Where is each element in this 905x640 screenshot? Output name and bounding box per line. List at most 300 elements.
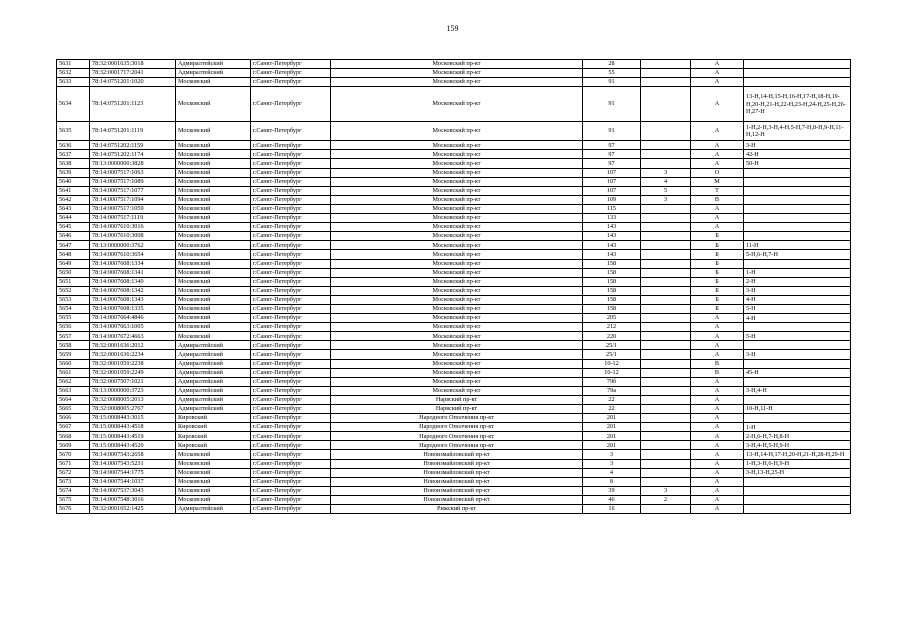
table-row xyxy=(57,87,851,122)
city-cell: г.Санкт-Петербург xyxy=(251,304,331,313)
letter-cell: В xyxy=(691,359,744,368)
premises-cell xyxy=(744,223,851,232)
table-row xyxy=(57,286,851,295)
house-cell: 91 xyxy=(583,87,641,122)
district-cell: Московский xyxy=(176,141,251,150)
property-table xyxy=(56,59,851,514)
building-cell xyxy=(641,60,691,69)
street-cell: Московский пр-кт xyxy=(331,87,583,122)
house-cell: 3 xyxy=(583,450,641,459)
cadastral-number-cell: 78:14:0007608:1343 xyxy=(90,295,176,304)
building-cell xyxy=(641,459,691,468)
building-cell: 5 xyxy=(641,186,691,195)
cadastral-number-cell: 78:14:0007672:4663 xyxy=(90,332,176,341)
city-cell: г.Санкт-Петербург xyxy=(251,232,331,241)
premises-cell xyxy=(744,259,851,268)
house-cell: 107 xyxy=(583,177,641,186)
table-row xyxy=(57,186,851,195)
row-number-cell: 5639 xyxy=(57,168,90,177)
building-cell xyxy=(641,441,691,450)
table-row xyxy=(57,78,851,87)
city-cell: г.Санкт-Петербург xyxy=(251,432,331,441)
premises-cell: 1-Н,2-Н,3-Н,4-Н,5-Н,7-Н,8-Н,9-Н,11-Н,12-Н xyxy=(744,122,851,141)
house-cell: 55 xyxy=(583,69,641,78)
premises-cell: 2-Н,6-Н,7-Н,8-Н xyxy=(744,432,851,441)
cadastral-number-cell: 78:14:0007663:1005 xyxy=(90,323,176,332)
letter-cell: А xyxy=(691,395,744,404)
house-cell: 91 xyxy=(583,122,641,141)
street-cell: Московский пр-кт xyxy=(331,323,583,332)
table-row xyxy=(57,468,851,477)
city-cell: г.Санкт-Петербург xyxy=(251,286,331,295)
premises-cell: 3-Н,4-Н xyxy=(744,386,851,395)
row-number-cell: 5646 xyxy=(57,232,90,241)
table-row xyxy=(57,204,851,213)
building-cell xyxy=(641,423,691,432)
row-number-cell: 5632 xyxy=(57,69,90,78)
table-row xyxy=(57,159,851,168)
city-cell: г.Санкт-Петербург xyxy=(251,486,331,495)
premises-cell xyxy=(744,232,851,241)
row-number-cell: 5669 xyxy=(57,441,90,450)
table-row xyxy=(57,241,851,250)
city-cell: г.Санкт-Петербург xyxy=(251,441,331,450)
street-cell: Новоизмайловский пр-кт xyxy=(331,486,583,495)
table-row xyxy=(57,195,851,204)
premises-cell xyxy=(744,78,851,87)
cadastral-number-cell: 78:14:0007517:1119 xyxy=(90,214,176,223)
cadastral-number-cell: 78:32:0001636:2234 xyxy=(90,350,176,359)
street-cell: Московский пр-кт xyxy=(331,168,583,177)
row-number-cell: 5634 xyxy=(57,87,90,122)
building-cell xyxy=(641,350,691,359)
table-row xyxy=(57,405,851,414)
city-cell: г.Санкт-Петербург xyxy=(251,386,331,395)
house-cell: 39 xyxy=(583,486,641,495)
street-cell: Новоизмайловский пр-кт xyxy=(331,450,583,459)
district-cell: Кировский xyxy=(176,414,251,423)
city-cell: г.Санкт-Петербург xyxy=(251,468,331,477)
street-cell: Московский пр-кт xyxy=(331,332,583,341)
city-cell: г.Санкт-Петербург xyxy=(251,405,331,414)
street-cell: Народного Ополчения пр-кт xyxy=(331,441,583,450)
letter-cell: Б xyxy=(691,232,744,241)
table-row xyxy=(57,232,851,241)
table-row xyxy=(57,60,851,69)
city-cell: г.Санкт-Петербург xyxy=(251,78,331,87)
premises-cell: 5-Н xyxy=(744,304,851,313)
building-cell xyxy=(641,377,691,386)
table-row xyxy=(57,386,851,395)
premises-cell xyxy=(744,414,851,423)
letter-cell: Б xyxy=(691,268,744,277)
building-cell xyxy=(641,323,691,332)
premises-cell: 13-Н,14-Н,17-Н,20-Н,21-Н,28-Н,29-Н xyxy=(744,450,851,459)
letter-cell: А xyxy=(691,122,744,141)
letter-cell: А xyxy=(691,432,744,441)
district-cell: Кировский xyxy=(176,423,251,432)
building-cell: 4 xyxy=(641,177,691,186)
cadastral-number-cell: 78:14:0007608:1342 xyxy=(90,286,176,295)
building-cell xyxy=(641,386,691,395)
premises-cell xyxy=(744,204,851,213)
cadastral-number-cell: 78:14:0751201:1123 xyxy=(90,87,176,122)
street-cell: Московский пр-кт xyxy=(331,223,583,232)
house-cell: 10-12 xyxy=(583,368,641,377)
cadastral-number-cell: 78:14:0007537:3043 xyxy=(90,486,176,495)
street-cell: Московский пр-кт xyxy=(331,177,583,186)
row-number-cell: 5676 xyxy=(57,505,90,514)
street-cell: Московский пр-кт xyxy=(331,241,583,250)
street-cell: Московский пр-кт xyxy=(331,268,583,277)
city-cell: г.Санкт-Петербург xyxy=(251,377,331,386)
street-cell: Новоизмайловский пр-кт xyxy=(331,459,583,468)
row-number-cell: 5652 xyxy=(57,286,90,295)
district-cell: Адмиралтейский xyxy=(176,395,251,404)
cadastral-number-cell: 78:14:0007608:1335 xyxy=(90,304,176,313)
cadastral-number-cell: 78:14:0007608:1334 xyxy=(90,259,176,268)
cadastral-number-cell: 78:14:0007517:1077 xyxy=(90,186,176,195)
street-cell: Московский пр-кт xyxy=(331,141,583,150)
building-cell xyxy=(641,259,691,268)
cadastral-number-cell: 78:14:0007608:1340 xyxy=(90,277,176,286)
street-cell: Московский пр-кт xyxy=(331,359,583,368)
letter-cell: А xyxy=(691,314,744,323)
building-cell xyxy=(641,432,691,441)
city-cell: г.Санкт-Петербург xyxy=(251,368,331,377)
district-cell: Московский xyxy=(176,159,251,168)
city-cell: г.Санкт-Петербург xyxy=(251,414,331,423)
row-number-cell: 5664 xyxy=(57,395,90,404)
premises-cell: 3-Н,13-Н,25-Н xyxy=(744,468,851,477)
premises-cell xyxy=(744,195,851,204)
district-cell: Адмиралтейский xyxy=(176,368,251,377)
row-number-cell: 5674 xyxy=(57,486,90,495)
building-cell xyxy=(641,314,691,323)
house-cell: 10-12 xyxy=(583,359,641,368)
letter-cell: А xyxy=(691,486,744,495)
cadastral-number-cell: 78:14:0007664:4846 xyxy=(90,314,176,323)
letter-cell: Б xyxy=(691,241,744,250)
row-number-cell: 5651 xyxy=(57,277,90,286)
row-number-cell: 5658 xyxy=(57,341,90,350)
letter-cell: А xyxy=(691,332,744,341)
table-row xyxy=(57,450,851,459)
letter-cell: А xyxy=(691,459,744,468)
city-cell: г.Санкт-Петербург xyxy=(251,186,331,195)
cadastral-number-cell: 78:14:0751201:1020 xyxy=(90,78,176,87)
house-cell: 28 xyxy=(583,60,641,69)
letter-cell: А xyxy=(691,505,744,514)
premises-cell: 5-Н xyxy=(744,332,851,341)
cadastral-number-cell: 78:32:0008005:2767 xyxy=(90,405,176,414)
table-row xyxy=(57,141,851,150)
house-cell: 133 xyxy=(583,214,641,223)
premises-cell: 2-Н xyxy=(744,277,851,286)
row-number-cell: 5644 xyxy=(57,214,90,223)
street-cell: Московский пр-кт xyxy=(331,259,583,268)
table-row xyxy=(57,505,851,514)
row-number-cell: 5661 xyxy=(57,368,90,377)
row-number-cell: 5666 xyxy=(57,414,90,423)
letter-cell: А xyxy=(691,69,744,78)
house-cell: 25/1 xyxy=(583,350,641,359)
street-cell: Московский пр-кт xyxy=(331,304,583,313)
district-cell: Московский xyxy=(176,186,251,195)
district-cell: Московский xyxy=(176,468,251,477)
cadastral-number-cell: 78:32:0001636:2012 xyxy=(90,341,176,350)
row-number-cell: 5645 xyxy=(57,223,90,232)
house-cell: 201 xyxy=(583,441,641,450)
table-row xyxy=(57,332,851,341)
district-cell: Московский xyxy=(176,477,251,486)
house-cell: 91 xyxy=(583,78,641,87)
row-number-cell: 5653 xyxy=(57,295,90,304)
row-number-cell: 5663 xyxy=(57,386,90,395)
premises-cell: 3-Н xyxy=(744,141,851,150)
house-cell: 4 xyxy=(583,468,641,477)
house-cell: 97 xyxy=(583,141,641,150)
district-cell: Кировский xyxy=(176,432,251,441)
row-number-cell: 5659 xyxy=(57,350,90,359)
district-cell: Адмиралтейский xyxy=(176,386,251,395)
premises-cell xyxy=(744,168,851,177)
street-cell: Московский пр-кт xyxy=(331,186,583,195)
letter-cell: А xyxy=(691,377,744,386)
building-cell xyxy=(641,295,691,304)
cadastral-number-cell: 78:15:0008443:4520 xyxy=(90,441,176,450)
premises-cell xyxy=(744,69,851,78)
house-cell: 97 xyxy=(583,150,641,159)
building-cell xyxy=(641,405,691,414)
table-row xyxy=(57,359,851,368)
cadastral-number-cell: 78:14:0007543:5231 xyxy=(90,459,176,468)
street-cell: Рижский пр-кт xyxy=(331,505,583,514)
city-cell: г.Санкт-Петербург xyxy=(251,395,331,404)
building-cell xyxy=(641,359,691,368)
house-cell: 158 xyxy=(583,295,641,304)
table-row xyxy=(57,277,851,286)
city-cell: г.Санкт-Петербург xyxy=(251,250,331,259)
city-cell: г.Санкт-Петербург xyxy=(251,195,331,204)
premises-cell xyxy=(744,505,851,514)
cadastral-number-cell: 78:14:0751201:1119 xyxy=(90,122,176,141)
row-number-cell: 5662 xyxy=(57,377,90,386)
street-cell: Московский пр-кт xyxy=(331,277,583,286)
letter-cell: А xyxy=(691,441,744,450)
letter-cell: Б xyxy=(691,250,744,259)
house-cell: 16 xyxy=(583,505,641,514)
house-cell: 3 xyxy=(583,459,641,468)
table-row xyxy=(57,250,851,259)
city-cell: г.Санкт-Петербург xyxy=(251,477,331,486)
letter-cell: Б xyxy=(691,286,744,295)
city-cell: г.Санкт-Петербург xyxy=(251,314,331,323)
city-cell: г.Санкт-Петербург xyxy=(251,141,331,150)
row-number-cell: 5648 xyxy=(57,250,90,259)
street-cell: Московский пр-кт xyxy=(331,350,583,359)
row-number-cell: 5650 xyxy=(57,268,90,277)
premises-cell: 10-Н,11-Н xyxy=(744,405,851,414)
building-cell: 3 xyxy=(641,486,691,495)
building-cell xyxy=(641,232,691,241)
cadastral-number-cell: 78:14:0007517:1089 xyxy=(90,177,176,186)
city-cell: г.Санкт-Петербург xyxy=(251,323,331,332)
row-number-cell: 5637 xyxy=(57,150,90,159)
street-cell: Московский пр-кт xyxy=(331,314,583,323)
building-cell xyxy=(641,204,691,213)
city-cell: г.Санкт-Петербург xyxy=(251,168,331,177)
premises-cell: 1-Н,3-Н,6-Н,9-Н xyxy=(744,459,851,468)
street-cell: Московский пр-кт xyxy=(331,60,583,69)
table-row xyxy=(57,368,851,377)
premises-cell xyxy=(744,177,851,186)
district-cell: Московский xyxy=(176,122,251,141)
cadastral-number-cell: 78:32:0001635:3018 xyxy=(90,60,176,69)
row-number-cell: 5636 xyxy=(57,141,90,150)
street-cell: Московский пр-кт xyxy=(331,386,583,395)
building-cell: 3 xyxy=(641,168,691,177)
city-cell: г.Санкт-Петербург xyxy=(251,69,331,78)
city-cell: г.Санкт-Петербург xyxy=(251,277,331,286)
table-row xyxy=(57,423,851,432)
building-cell xyxy=(641,468,691,477)
district-cell: Московский xyxy=(176,495,251,504)
premises-cell xyxy=(744,60,851,69)
city-cell: г.Санкт-Петербург xyxy=(251,459,331,468)
house-cell: 201 xyxy=(583,423,641,432)
table-row xyxy=(57,122,851,141)
street-cell: Народного Ополчения пр-кт xyxy=(331,414,583,423)
house-cell: 143 xyxy=(583,241,641,250)
table-row xyxy=(57,350,851,359)
city-cell: г.Санкт-Петербург xyxy=(251,359,331,368)
letter-cell: А xyxy=(691,159,744,168)
house-cell: 212 xyxy=(583,323,641,332)
letter-cell: А xyxy=(691,405,744,414)
table-row xyxy=(57,214,851,223)
city-cell: г.Санкт-Петербург xyxy=(251,204,331,213)
city-cell: г.Санкт-Петербург xyxy=(251,159,331,168)
building-cell xyxy=(641,241,691,250)
cadastral-number-cell: 78:14:0007517:1094 xyxy=(90,195,176,204)
district-cell: Московский xyxy=(176,268,251,277)
district-cell: Московский xyxy=(176,450,251,459)
row-number-cell: 5671 xyxy=(57,459,90,468)
street-cell: Московский пр-кт xyxy=(331,250,583,259)
premises-cell: 42-Н xyxy=(744,150,851,159)
district-cell: Московский xyxy=(176,286,251,295)
district-cell: Московский xyxy=(176,78,251,87)
premises-cell xyxy=(744,395,851,404)
row-number-cell: 5633 xyxy=(57,78,90,87)
district-cell: Адмиралтейский xyxy=(176,359,251,368)
city-cell: г.Санкт-Петербург xyxy=(251,87,331,122)
district-cell: Адмиралтейский xyxy=(176,377,251,386)
building-cell xyxy=(641,395,691,404)
row-number-cell: 5656 xyxy=(57,323,90,332)
table-row xyxy=(57,495,851,504)
house-cell: 46 xyxy=(583,495,641,504)
street-cell: Московский пр-кт xyxy=(331,286,583,295)
house-cell: 205 xyxy=(583,314,641,323)
district-cell: Адмиралтейский xyxy=(176,505,251,514)
street-cell: Московский пр-кт xyxy=(331,78,583,87)
row-number-cell: 5665 xyxy=(57,405,90,414)
district-cell: Московский xyxy=(176,323,251,332)
street-cell: Московский пр-кт xyxy=(331,295,583,304)
row-number-cell: 5655 xyxy=(57,314,90,323)
house-cell: 158 xyxy=(583,268,641,277)
cadastral-number-cell: 78:14:0751202:1174 xyxy=(90,150,176,159)
table-row xyxy=(57,459,851,468)
premises-cell: 3-Н xyxy=(744,286,851,295)
premises-cell xyxy=(744,495,851,504)
city-cell: г.Санкт-Петербург xyxy=(251,341,331,350)
building-cell xyxy=(641,141,691,150)
letter-cell: В xyxy=(691,368,744,377)
premises-cell xyxy=(744,377,851,386)
cadastral-number-cell: 78:15:0008443:4518 xyxy=(90,423,176,432)
district-cell: Московский xyxy=(176,214,251,223)
row-number-cell: 5667 xyxy=(57,423,90,432)
premises-cell xyxy=(744,186,851,195)
building-cell xyxy=(641,250,691,259)
row-number-cell: 5631 xyxy=(57,60,90,69)
district-cell: Адмиралтейский xyxy=(176,60,251,69)
table-row xyxy=(57,323,851,332)
table-row xyxy=(57,477,851,486)
district-cell: Кировский xyxy=(176,441,251,450)
letter-cell: А xyxy=(691,495,744,504)
city-cell: г.Санкт-Петербург xyxy=(251,450,331,459)
letter-cell: Б xyxy=(691,259,744,268)
letter-cell: М xyxy=(691,177,744,186)
building-cell xyxy=(641,214,691,223)
cadastral-number-cell: 78:14:0751202:1159 xyxy=(90,141,176,150)
city-cell: г.Санкт-Петербург xyxy=(251,241,331,250)
house-cell: 143 xyxy=(583,223,641,232)
district-cell: Адмиралтейский xyxy=(176,405,251,414)
city-cell: г.Санкт-Петербург xyxy=(251,177,331,186)
building-cell xyxy=(641,150,691,159)
building-cell: 2 xyxy=(641,495,691,504)
building-cell xyxy=(641,122,691,141)
cadastral-number-cell: 78:15:0008443:4519 xyxy=(90,432,176,441)
city-cell: г.Санкт-Петербург xyxy=(251,295,331,304)
cadastral-number-cell: 78:14:0007544:1037 xyxy=(90,477,176,486)
district-cell: Московский xyxy=(176,223,251,232)
street-cell: Московский пр-кт xyxy=(331,122,583,141)
city-cell: г.Санкт-Петербург xyxy=(251,214,331,223)
letter-cell: А xyxy=(691,323,744,332)
building-cell xyxy=(641,268,691,277)
cadastral-number-cell: 78:14:0007517:1063 xyxy=(90,168,176,177)
district-cell: Московский xyxy=(176,150,251,159)
premises-cell xyxy=(744,323,851,332)
page-number: 159 xyxy=(446,24,459,33)
table-row xyxy=(57,295,851,304)
house-cell: 25/1 xyxy=(583,341,641,350)
table-row xyxy=(57,414,851,423)
table-row xyxy=(57,486,851,495)
row-number-cell: 5640 xyxy=(57,177,90,186)
letter-cell: А xyxy=(691,78,744,87)
premises-cell: 13-Н,14-Н,15-Н,16-Н,17-Н,18-Н,19-Н,20-Н,21-Н,22-Н,23-Н,24-Н,25-Н,26-Н,27-Н xyxy=(744,87,851,122)
house-cell: 115 xyxy=(583,204,641,213)
street-cell: Новоизмайловский пр-кт xyxy=(331,495,583,504)
row-number-cell: 5660 xyxy=(57,359,90,368)
